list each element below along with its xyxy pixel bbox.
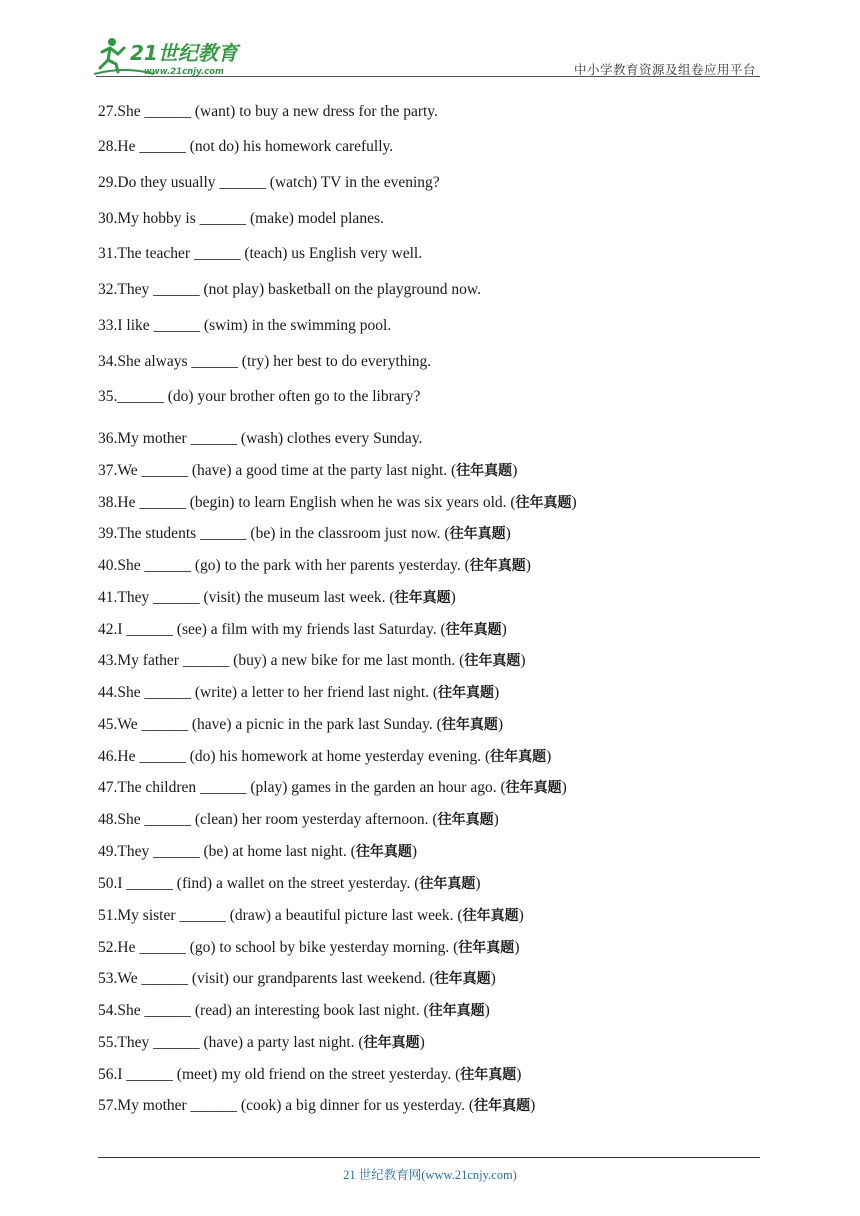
question-text: They ______ (not play) basketball on the playground now.: [117, 281, 481, 298]
question-text: ______ (do) your brother often go to the library?: [117, 388, 421, 405]
closing-paren: ): [530, 1097, 536, 1114]
past-exam-tag: 往年真题: [428, 1003, 485, 1019]
question-item: [98, 102, 438, 122]
question-item: [98, 244, 422, 264]
question-text: She ______ (go) to the park with her parents yesterday. (: [117, 557, 470, 574]
logo-url-text: www.21cnjy.com: [144, 67, 224, 77]
closing-paren: ): [490, 970, 496, 987]
closing-paren: ): [571, 494, 577, 511]
question-text: I ______ (meet) my old friend on the street yesterday. (: [117, 1066, 461, 1083]
question-item: [98, 137, 393, 157]
question-number: 44.: [98, 684, 118, 701]
question-item: [98, 810, 499, 830]
past-exam-tag: 往年真题: [505, 780, 562, 796]
question-item: [98, 1096, 535, 1116]
past-exam-tag: 往年真题: [434, 971, 491, 987]
question-number: 49.: [98, 843, 118, 860]
past-exam-tag: 往年真题: [458, 940, 515, 956]
closing-paren: ): [520, 652, 526, 669]
question-item: [98, 715, 503, 735]
closing-paren: ): [450, 589, 456, 606]
question-text: I like ______ (swim) in the swimming pool.: [117, 317, 392, 334]
question-item: [98, 316, 391, 336]
past-exam-tag: 往年真题: [464, 653, 521, 669]
question-number: 27.: [98, 103, 118, 120]
question-item: [98, 1033, 425, 1053]
question-number: 50.: [98, 875, 118, 892]
question-item: [98, 1001, 490, 1021]
question-item: [98, 493, 577, 513]
closing-paren: ): [497, 716, 503, 733]
past-exam-tag: 往年真题: [363, 1035, 420, 1051]
question-number: 40.: [98, 557, 118, 574]
question-item: [98, 588, 456, 608]
closing-paren: ): [501, 621, 507, 638]
question-number: 32.: [98, 281, 118, 298]
question-item: [98, 969, 496, 989]
question-text: They ______ (have) a party last night. (: [117, 1034, 364, 1051]
past-exam-tag: 往年真题: [394, 590, 451, 606]
past-exam-tag: 往年真题: [419, 876, 476, 892]
question-number: 57.: [98, 1097, 118, 1114]
closing-paren: ): [493, 811, 499, 828]
question-item: [98, 524, 511, 544]
question-item: [98, 938, 519, 958]
question-text: My father ______ (buy) a new bike for me last month. (: [117, 652, 465, 669]
closing-paren: ): [516, 1066, 522, 1083]
question-text: The teacher ______ (teach) us English very well.: [117, 245, 423, 262]
question-text: He ______ (do) his homework at home yesterday evening. (: [117, 748, 491, 765]
question-item: [98, 906, 524, 926]
question-number: 42.: [98, 621, 118, 638]
past-exam-tag: 往年真题: [449, 526, 506, 542]
closing-paren: ): [512, 462, 518, 479]
question-item: [98, 280, 481, 300]
question-text: We ______ (have) a good time at the party last night. (: [117, 462, 457, 479]
question-number: 53.: [98, 970, 118, 987]
question-number: 48.: [98, 811, 118, 828]
question-number: 52.: [98, 939, 118, 956]
question-text: We ______ (have) a picnic in the park last Sunday. (: [117, 716, 442, 733]
question-item: [98, 429, 422, 449]
question-number: 41.: [98, 589, 118, 606]
question-text: She ______ (clean) her room yesterday afternoon. (: [117, 811, 438, 828]
question-item: [98, 352, 431, 372]
question-number: 56.: [98, 1066, 118, 1083]
question-item: [98, 651, 526, 671]
question-text: My sister ______ (draw) a beautiful picture last week. (: [117, 907, 463, 924]
closing-paren: ): [561, 779, 567, 796]
question-text: They ______ (be) at home last night. (: [117, 843, 356, 860]
question-item: [98, 778, 567, 798]
footer-divider: [98, 1157, 760, 1158]
past-exam-tag: 往年真题: [469, 558, 526, 574]
question-number: 43.: [98, 652, 118, 669]
question-text: I ______ (find) a wallet on the street yesterday. (: [117, 875, 420, 892]
question-number: 28.: [98, 138, 118, 155]
question-text: The children ______ (play) games in the garden an hour ago. (: [117, 779, 506, 796]
question-number: 51.: [98, 907, 118, 924]
header-platform-name: 中小学教育资源及组卷应用平台: [573, 62, 756, 77]
question-number: 38.: [98, 494, 118, 511]
question-item: [98, 209, 384, 229]
logo-main-text: 21世纪教育: [130, 41, 238, 65]
question-item: [98, 173, 440, 193]
question-number: 30.: [98, 210, 118, 227]
question-text: I ______ (see) a film with my friends last Saturday. (: [117, 621, 446, 638]
question-item: [98, 747, 551, 767]
past-exam-tag: 往年真题: [355, 844, 412, 860]
question-item: [98, 683, 499, 703]
past-exam-tag: 往年真题: [474, 1098, 531, 1114]
question-text: He ______ (not do) his homework carefully.: [117, 138, 394, 155]
closing-paren: ): [494, 684, 500, 701]
closing-paren: ): [411, 843, 418, 860]
past-exam-tag: 往年真题: [462, 908, 519, 924]
question-text: We ______ (visit) our grandparents last weekend. (: [117, 970, 435, 987]
footer-site-text: 21 世纪教育网(www.21cnjy.com): [343, 1168, 517, 1182]
past-exam-tag: 往年真题: [456, 463, 513, 479]
question-number: 45.: [98, 716, 118, 733]
question-number: 29.: [98, 174, 118, 191]
question-item: [98, 556, 531, 576]
question-text: They ______ (visit) the museum last week. (: [117, 589, 395, 606]
closing-paren: ): [505, 525, 511, 542]
question-item: [98, 461, 517, 481]
question-text: Do they usually ______ (watch) TV in the evening?: [117, 174, 440, 191]
question-number: 54.: [98, 1002, 118, 1019]
question-item: [98, 874, 481, 894]
question-text: My mother ______ (cook) a big dinner for us yesterday. (: [117, 1097, 475, 1114]
question-number: 31.: [98, 245, 118, 262]
question-number: 55.: [98, 1034, 118, 1051]
question-item: [98, 620, 507, 640]
closing-paren: ): [546, 748, 552, 765]
closing-paren: ): [514, 939, 520, 956]
past-exam-tag: 往年真题: [460, 1067, 517, 1083]
closing-paren: ): [475, 875, 481, 892]
past-exam-tag: 往年真题: [438, 685, 495, 701]
past-exam-tag: 往年真题: [490, 749, 547, 765]
question-text: My mother ______ (wash) clothes every Sunday.: [117, 430, 423, 447]
question-number: 46.: [98, 748, 118, 765]
question-item: [98, 1065, 521, 1085]
site-logo: [94, 34, 264, 80]
question-text: She ______ (read) an interesting book last night. (: [117, 1002, 429, 1019]
past-exam-tag: 往年真题: [441, 717, 498, 733]
closing-paren: ): [419, 1034, 425, 1051]
question-text: He ______ (go) to school by bike yesterday morning. (: [117, 939, 459, 956]
question-number: 34.: [98, 353, 118, 370]
question-item: [98, 387, 420, 407]
question-number: 35.: [98, 388, 118, 405]
closing-paren: ): [518, 907, 524, 924]
question-text: She ______ (want) to buy a new dress for the party.: [117, 103, 438, 120]
question-number: 39.: [98, 525, 118, 542]
closing-paren: ): [484, 1002, 490, 1019]
question-text: The students ______ (be) in the classroom just now. (: [117, 525, 450, 542]
question-text: She always ______ (try) her best to do everything.: [117, 353, 432, 370]
question-number: 36.: [98, 430, 118, 447]
question-number: 33.: [98, 317, 118, 334]
question-text: My hobby is ______ (make) model planes.: [117, 210, 384, 227]
past-exam-tag: 往年真题: [515, 495, 572, 511]
question-number: 37.: [98, 462, 118, 479]
header-divider: [96, 76, 760, 77]
page-header: [0, 0, 860, 90]
past-exam-tag: 往年真题: [445, 622, 502, 638]
closing-paren: ): [525, 557, 531, 574]
question-item: [98, 842, 417, 862]
question-text: He ______ (begin) to learn English when he was six years old. (: [117, 494, 516, 511]
past-exam-tag: 往年真题: [437, 812, 494, 828]
question-text: She ______ (write) a letter to her friend last night. (: [117, 684, 439, 701]
question-number: 47.: [98, 779, 118, 796]
